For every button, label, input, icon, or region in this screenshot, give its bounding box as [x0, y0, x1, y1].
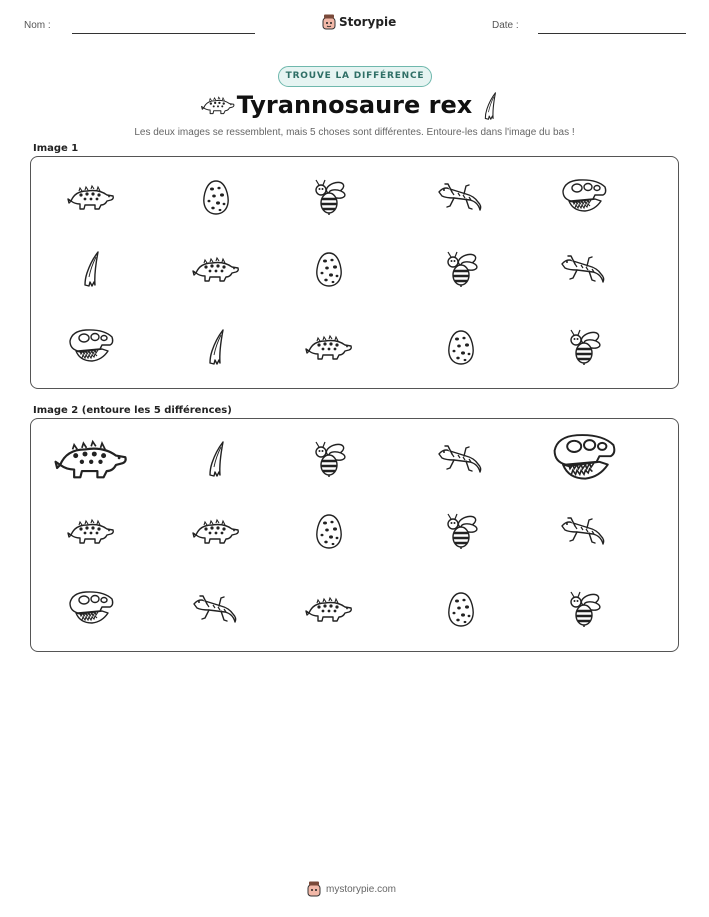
- image2-cell[interactable]: [54, 437, 128, 480]
- brand-logo: [322, 14, 396, 30]
- lizard-icon: [436, 442, 486, 476]
- name-label: Nom :: [24, 20, 51, 31]
- egg-icon: [315, 251, 343, 287]
- image1-cell: [443, 251, 479, 287]
- activity-tag: TROUVE LA DIFFÉRENCE: [278, 66, 432, 87]
- ankylosaurus-icon: [54, 437, 128, 480]
- page-title: Tyrannosaure rex: [236, 91, 473, 119]
- image1-cell: [206, 329, 226, 365]
- ankylosaurus-icon: [192, 517, 240, 545]
- ankylosaurus-icon: [67, 183, 115, 211]
- tooth-icon: [81, 251, 101, 287]
- image1-cell: [311, 179, 347, 215]
- image1-cell: [447, 329, 475, 365]
- ankylosaurus-icon: [305, 333, 353, 361]
- egg-icon: [447, 329, 475, 365]
- image1-cell: [559, 177, 609, 217]
- image1-cell: [305, 333, 353, 361]
- storypie-mascot-icon: [307, 881, 321, 897]
- trex-skull-icon: [549, 431, 619, 487]
- lizard-icon: [436, 180, 486, 214]
- date-label: Date :: [492, 20, 519, 31]
- instructions: Les deux images se ressemblent, mais 5 choses sont différentes. Entoure-les dans l'image du bas !: [134, 127, 575, 138]
- image2-panel[interactable]: [30, 418, 679, 652]
- bee-icon: [311, 441, 347, 477]
- image1-cell: [67, 183, 115, 211]
- ankylosaurus-icon: [305, 595, 353, 623]
- image2-cell[interactable]: [566, 591, 602, 627]
- image2-cell[interactable]: [206, 441, 226, 477]
- trex-skull-icon: [66, 327, 116, 367]
- bee-icon: [311, 179, 347, 215]
- egg-icon: [315, 513, 343, 549]
- image2-cell[interactable]: [549, 431, 619, 487]
- image1-cell: [559, 252, 609, 286]
- image1-cell: [81, 251, 101, 287]
- image2-cell[interactable]: [305, 595, 353, 623]
- footer-site: mystorypie.com: [326, 883, 397, 895]
- image2-cell[interactable]: [67, 517, 115, 545]
- tooth-icon: [206, 441, 226, 477]
- title-tooth-icon: [482, 92, 498, 120]
- image2-label: Image 2 (entoure les 5 différences): [33, 405, 232, 416]
- image2-cell[interactable]: [447, 591, 475, 627]
- brand-name: Storypie: [339, 15, 397, 29]
- egg-icon: [447, 591, 475, 627]
- image1-cell: [566, 329, 602, 365]
- image2-cell[interactable]: [559, 514, 609, 548]
- bee-icon: [566, 329, 602, 365]
- image2-cell[interactable]: [311, 441, 347, 477]
- image1-cell: [315, 251, 343, 287]
- ankylosaurus-icon: [192, 255, 240, 283]
- image1-cell: [192, 255, 240, 283]
- egg-icon: [202, 179, 230, 215]
- image2-cell[interactable]: [66, 589, 116, 629]
- image1-label: Image 1: [33, 143, 79, 154]
- lizard-icon: [191, 592, 241, 626]
- footer: [307, 881, 396, 897]
- bee-icon: [443, 513, 479, 549]
- tooth-icon: [206, 329, 226, 365]
- date-field-line[interactable]: [538, 33, 686, 34]
- image2-cell[interactable]: [192, 517, 240, 545]
- ankylosaurus-icon: [67, 517, 115, 545]
- storypie-mascot-icon: [322, 14, 336, 30]
- image1-panel: [30, 156, 679, 389]
- image2-cell[interactable]: [191, 592, 241, 626]
- trex-skull-icon: [559, 177, 609, 217]
- image2-cell[interactable]: [436, 442, 486, 476]
- trex-skull-icon: [66, 589, 116, 629]
- bee-icon: [443, 251, 479, 287]
- lizard-icon: [559, 514, 609, 548]
- bee-icon: [566, 591, 602, 627]
- image2-cell[interactable]: [315, 513, 343, 549]
- name-field-line[interactable]: [72, 33, 255, 34]
- image2-cell[interactable]: [443, 513, 479, 549]
- image1-cell: [202, 179, 230, 215]
- image1-cell: [436, 180, 486, 214]
- lizard-icon: [559, 252, 609, 286]
- image1-cell: [66, 327, 116, 367]
